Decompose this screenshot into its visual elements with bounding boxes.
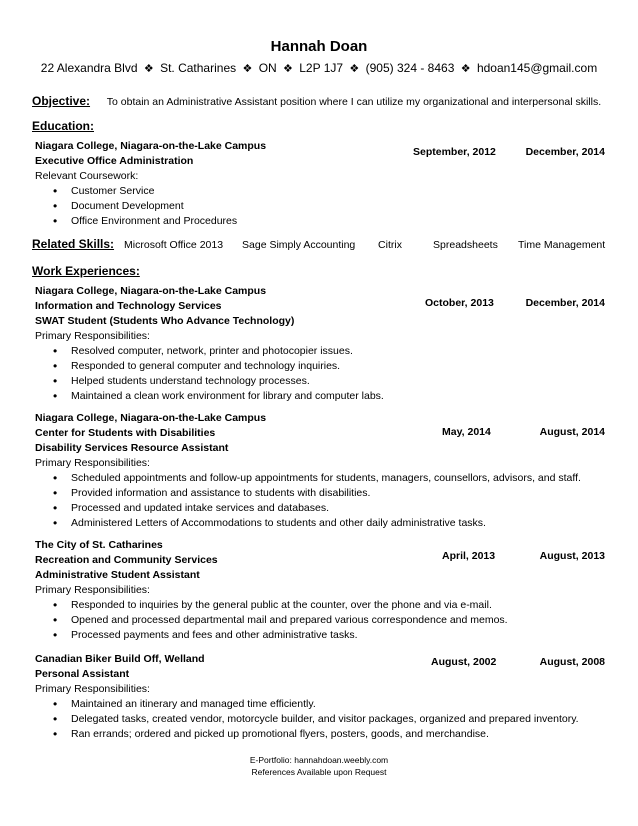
responsibilities-label: Primary Responsibilities:	[35, 457, 150, 469]
list-item: • Office Environment and Procedures	[35, 214, 605, 229]
list-item: • Responded to inquiries by the general public at the counter, over the phone and via e-mail.	[35, 598, 605, 613]
duties-list	[35, 598, 605, 643]
address-postal: L2P 1J7	[299, 61, 344, 75]
job-entry	[35, 538, 605, 643]
skill-item: Sage Simply Accounting	[242, 239, 356, 251]
job-start-date: August, 2002	[431, 656, 497, 668]
list-item: • Ran errands; ordered and picked up promotional flyers, posters, goods, and merchandise.	[35, 727, 605, 742]
job-title: Personal Assistant	[35, 668, 130, 680]
job-title: Administrative Student Assistant	[35, 569, 200, 581]
skill-item: Spreadsheets	[433, 239, 498, 251]
education-program: Executive Office Administration	[35, 155, 194, 167]
diamond-separator-icon: ❖	[283, 63, 293, 75]
job-start-date: October, 2013	[425, 297, 494, 309]
duties-list	[35, 471, 605, 531]
address-street: 22 Alexandra Blvd	[40, 61, 138, 75]
portfolio-link[interactable]: E-Portfolio: hannahdoan.weebly.com	[249, 755, 389, 765]
job-title: Disability Services Resource Assistant	[35, 442, 229, 454]
list-item: • Administered Letters of Accommodations to students and other daily administrative tasks.	[35, 516, 605, 531]
list-item: • Provided information and assistance to students with disabilities.	[35, 486, 605, 501]
education-end-date: December, 2014	[525, 146, 605, 158]
job-end-date: August, 2013	[539, 550, 605, 562]
skill-item: Microsoft Office 2013	[124, 239, 224, 251]
job-department: Information and Technology Services	[35, 300, 222, 312]
job-organization: Niagara College, Niagara-on-the-Lake Campus	[35, 285, 267, 297]
job-end-date: August, 2014	[539, 426, 605, 438]
phone-number: (905) 324 - 8463	[365, 61, 455, 75]
diamond-separator-icon: ❖	[349, 63, 360, 75]
education-heading: Education:	[32, 119, 94, 133]
skill-item: Time Management	[518, 239, 606, 251]
job-department: Center for Students with Disabilities	[35, 427, 216, 439]
job-organization: Canadian Biker Build Off, Welland	[35, 653, 205, 665]
list-item: • Scheduled appointments and follow-up appointments for students, managers, counsellors, advisors, and staff.	[35, 471, 605, 486]
skills-heading: Related Skills:	[32, 237, 115, 251]
list-item: • Document Development	[35, 199, 605, 214]
references-note: References Available upon Request	[251, 767, 387, 777]
education-start-date: September, 2012	[413, 146, 496, 158]
contact-line	[0, 61, 638, 75]
email-address[interactable]: hdoan145@gmail.com	[476, 61, 598, 75]
list-item: • Maintained a clean work environment for library and computer labs.	[35, 389, 605, 404]
job-department: Recreation and Community Services	[35, 554, 218, 566]
education-school: Niagara College, Niagara-on-the-Lake Campus	[35, 140, 267, 152]
responsibilities-label: Primary Responsibilities:	[35, 584, 150, 596]
skills-section	[32, 237, 607, 251]
job-end-date: December, 2014	[525, 297, 605, 309]
list-item: • Processed and updated intake services and databases.	[35, 501, 605, 516]
list-item: • Opened and processed departmental mail and prepared various correspondence and memos.	[35, 613, 605, 628]
page-footer	[0, 754, 638, 778]
address-province: ON	[258, 61, 277, 75]
list-item: • Customer Service	[35, 184, 605, 199]
address-city: St. Catharines	[160, 61, 237, 75]
list-item: • Maintained an itinerary and managed time efficiently.	[35, 697, 605, 712]
job-organization: Niagara College, Niagara-on-the-Lake Campus	[35, 412, 267, 424]
education-entry	[35, 139, 605, 229]
objective-section	[32, 94, 622, 108]
objective-heading: Objective:	[32, 94, 91, 108]
job-entry	[35, 411, 605, 531]
skill-item: Citrix	[378, 239, 402, 251]
responsibilities-label: Primary Responsibilities:	[35, 330, 150, 342]
responsibilities-label: Primary Responsibilities:	[35, 683, 150, 695]
coursework-label: Relevant Coursework:	[35, 170, 139, 182]
duties-list	[35, 697, 605, 742]
coursework-list	[35, 184, 605, 229]
list-item: • Responded to general computer and technology inquiries.	[35, 359, 605, 374]
job-start-date: May, 2014	[442, 426, 491, 438]
list-item: • Delegated tasks, created vendor, motorcycle builder, and visitor packages, organized and prepared inventory.	[35, 712, 605, 727]
job-organization: The City of St. Catharines	[35, 539, 163, 551]
diamond-separator-icon: ❖	[460, 63, 471, 75]
job-entry	[35, 284, 605, 404]
work-heading: Work Experiences:	[32, 264, 140, 278]
diamond-separator-icon: ❖	[242, 63, 253, 75]
diamond-separator-icon: ❖	[143, 63, 154, 75]
objective-text: To obtain an Administrative Assistant position where I can utilize my organizational and interpersonal skills.	[106, 96, 602, 108]
duties-list	[35, 344, 605, 404]
candidate-name: Hannah Doan	[270, 38, 368, 55]
job-start-date: April, 2013	[442, 550, 496, 562]
list-item: • Resolved computer, network, printer and photocopier issues.	[35, 344, 605, 359]
job-title: SWAT Student (Students Who Advance Technology)	[35, 315, 295, 327]
list-item: • Processed payments and fees and other administrative tasks.	[35, 628, 605, 643]
list-item: • Helped students understand technology processes.	[35, 374, 605, 389]
job-entry	[35, 652, 605, 742]
job-end-date: August, 2008	[539, 656, 605, 668]
